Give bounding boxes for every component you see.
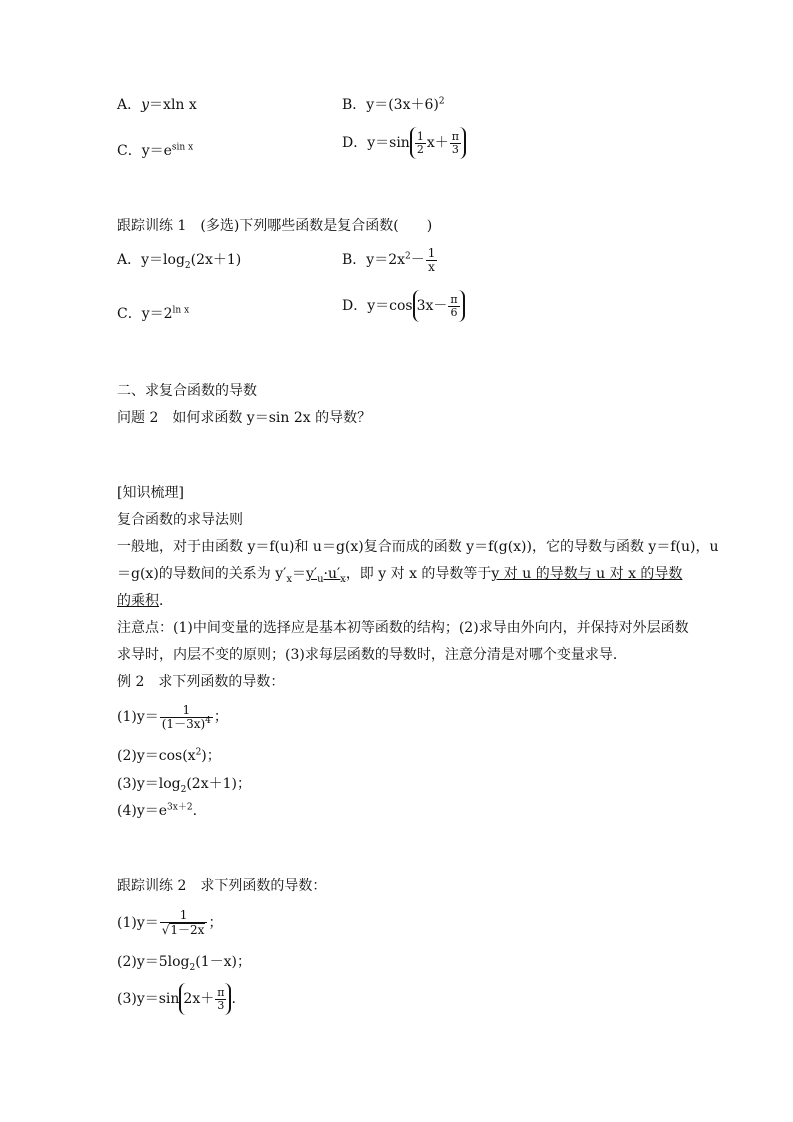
q1-option-a [117, 96, 197, 114]
option-a-expr: y [141, 97, 150, 113]
practice-1-option-d: D．y＝cos 3x－ $\frac{\pi}{6}$ [342, 289, 465, 323]
example-2-item-1: (1)y＝ $\frac{1}{(1-3x)^4}$ ； [117, 702, 228, 731]
practice-2-item-3: (3)y＝sin 2x＋ $\frac{\pi}{3}$ . [117, 979, 236, 1019]
practice-1-d-frac: $\frac{\pi}{6}$ [450, 292, 458, 319]
option-b-label: B． [342, 97, 367, 113]
example-2-item-1-frac: $\frac{1}{(1-3x)^4}$ [161, 702, 211, 731]
q1-option-b [342, 96, 445, 114]
example-2-title: 例 2 求下列函数的导数： [117, 674, 285, 690]
practice-2-item-3-paren: 2x＋ $\frac{\pi}{3}$ [179, 983, 231, 1015]
option-d-label: D． [342, 135, 368, 151]
practice-2-item-1-frac: $\frac{1}{√1-2x}$ [160, 909, 208, 937]
knowledge-subtitle: 复合函数的求导法则 [117, 512, 243, 528]
q1-option-c [117, 142, 193, 160]
practice-1-option-c: C．$y=2^{ln x}$ [117, 305, 190, 322]
knowledge-line-1: 一般地，对于由函数 y＝f(u)和 u＝g(x)复合而成的函数 y＝f(g(x))，它的导数与函数 y＝f(u)，u [117, 539, 719, 555]
practice-1-title: 跟踪训练 1 (多选)下列哪些函数是复合函数( ) [117, 218, 433, 234]
knowledge-tag: [知识梳理] [117, 485, 184, 501]
option-a-label: A． [117, 97, 142, 113]
option-a-expr-rest: ＝xln x [149, 97, 197, 113]
practice-2-item-1: (1)y＝ $\frac{1}{√1-2x}$ ； [117, 908, 223, 937]
example-2-item-4: $(4)y=e^{3x+2}$. [117, 802, 198, 819]
example-2-item-3: $(3)y=\log_2(2x+1)$； [117, 776, 251, 795]
section-2-heading: 二、求复合函数的导数 [117, 383, 257, 399]
option-d-frac: $\frac{1}{2}$ [416, 129, 424, 156]
chain-rule-formula: $y'_u\cdot u'_x$ [305, 566, 346, 585]
q1-option-d [342, 126, 466, 160]
problem-2: 问题 2 如何求函数 y＝sin 2x 的导数？ [117, 410, 372, 426]
practice-1-b-frac: $\frac{1}{x}$ [427, 245, 436, 274]
practice-2-item-2: $(2)y=5\log_2(1-x)$； [117, 954, 251, 973]
option-d-pi-frac: $\frac{\pi}{3}$ [451, 129, 459, 156]
option-d-expr: y＝sin [367, 135, 410, 151]
option-c-expr: y＝e [141, 143, 172, 159]
practice-1-option-a: A．$y=\log_2(2x+1)$ [117, 252, 242, 271]
practice-1-option-b: B．$y=2x^2-$ $\frac{1}{x}$ [342, 245, 436, 274]
practice-1-d-paren: 3x－ $\frac{\pi}{6}$ [413, 290, 465, 322]
option-d-paren: $\frac{1}{2}$ x＋ $\frac{\pi}{3}$ [410, 127, 466, 159]
option-c-label: C． [117, 143, 142, 159]
knowledge-line-2: ＝g(x)的导数间的关系为 $y'_x=y'_u\cdot u'_x$，即 y 对 x 的导数等于y 对 u 的导数与 u 对 x 的导数 [117, 566, 683, 585]
knowledge-line-3: 的乘积． [117, 593, 173, 609]
sqrt-radicand: 1－2x [170, 923, 205, 937]
note-line-1: 注意点：(1)中间变量的选择应是基本初等函数的结构；(2)求导由外向内，并保持对外层函数 [117, 620, 689, 636]
option-b-expr: y＝(3x＋6) [366, 97, 439, 113]
example-2-item-2: $(2)y=\cos(x^2)$； [117, 747, 221, 764]
option-b-exponent: 2 [438, 96, 445, 107]
option-c-exponent: sin x [171, 142, 194, 153]
practice-2-title: 跟踪训练 2 求下列函数的导数： [117, 878, 327, 894]
note-line-2: 求导时，内层不变的原则；(3)求每层函数的导数时，注意分清是对哪个变量求导． [117, 647, 627, 663]
practice-2-item-3-frac: $\frac{\pi}{3}$ [217, 985, 225, 1012]
